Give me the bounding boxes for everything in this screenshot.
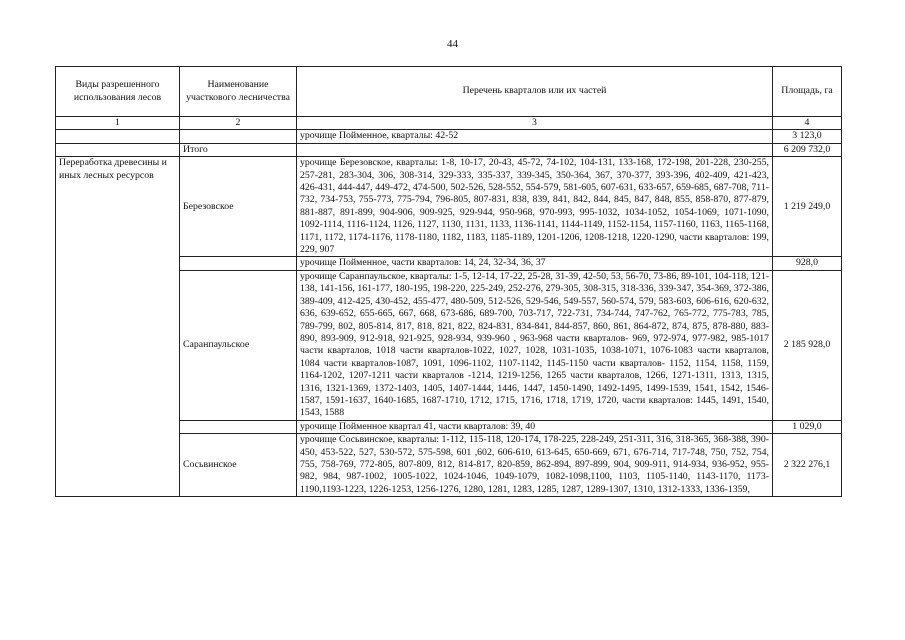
quarters-list: урочище Пойменное квартал 41, части кварталов: 39, 40 [297,420,773,433]
use-type-cell: Переработка древесины и иных лесных ресурсов [56,157,180,497]
empty-cell [180,420,297,433]
quarters-list: урочище Саранпаульское, кварталы: 1-5, 12-14, 17-22, 25-28, 31-39, 42-50, 53, 56-70, 73-86, 89-101, 104-118, 121-138, 141-156, 161-177, 180-195, 198-220, 225-249, 252-276, 279-305, 308-315, 318-336, 339-347, 354-369, 372-386, 389-409, 412-425, 430-452, 455-477, 480-509, 512-526, 529-546, 549-557, 560-574, 579, 583-603, 606-616, 620-632, 636, 639-652, 655-665, 667, 668, 673-686, 689-700, 703-717, 722-731, 734-744, 747-762, 765-772, 775-783, 785, 789-799, 802, 805-814, 817, 818, 821, 822, 824-831, 834-841, 844-857, 860, 861, 864-872, 874, 875, 878-880, 883-890, 893-909, 912-918, 921-925, 928-934, 939-960 , 963-968 части кварталов- 969, 972-974, 977-982, 985-1017 части кварталов, 1018 части кварталов-1022, 1027, 1028, 1031-1035, 1038-1071, 1076-1083 части кварталов, 1084 части кварталов-1087, 1091, 1096-1102, 1107-1142, 1145-1150 части кварталов- 1152, 1154, 1158, 1159, 1164-1202, 1207-1211 части кварталов -1214, 1219-1256, 1265 части кварталов, 1266, 1271-1311, 1313, 1315, 1316, 1321-1369, 1372-1403, 1405, 1407-1444, 1446, 1447, 1450-1490, 1492-1495, 1499-1539, 1541, 1542, 1546-1587, 1591-1637, 1640-1685, 1687-1710, 1712, 1715, 1716, 1718, 1719, 1720, части кварталов: 1445, 1491, 1540, 1543, 1588 [297,270,773,420]
quarters-list: урочище Березовское, кварталы: 1-8, 10-17, 20-43, 45-72, 74-102, 104-131, 133-168, 172-198, 201-228, 230-255, 257-281, 283-304, 306, 308-314, 329-333, 335-337, 339-345, 350-364, 367, 370-377, 393-396, 402-409, 421-423, 426-431, 444-447, 449-472, 474-500, 502-526, 528-552, 554-579, 581-605, 607-631, 633-657, 659-685, 687-708, 711-732, 734-753, 755-773, 775-794, 796-805, 807-831, 838, 839, 841, 842, 844, 845, 847, 848, 855, 858-870, 877-879, 881-887, 891-899, 904-906, 909-925, 929-944, 950-968, 970-993, 995-1032, 1034-1052, 1054-1069, 1071-1090, 1092-1114, 1116-1124, 1126, 1127, 1130, 1131, 1133, 1136-1141, 1144-1149, 1152-1154, 1157-1160, 1163, 1165-1168, 1171, 1172, 1174-1176, 1178-1180, 1182, 1183, 1185-1189, 1201-1206, 1208-1218, 1220-1290, части кварталов: 199, 229, 907 [297,157,773,257]
header-forestry-name: Наименование участкового лесничества [180,67,297,117]
area-value: 928,0 [773,257,842,270]
quarters-list: урочище Пойменное, части кварталов: 14, 24, 32-34, 36, 37 [297,257,773,270]
quarters-list: урочище Сосьвинское, кварталы: 1-112, 115-118, 120-174, 178-225, 228-249, 251-311, 316, 318-365, 368-388, 390-450, 453-522, 527, 530-572, 575-598, 601 ,602, 606-610, 613-645, 650-669, 671, 676-714, 717-748, 750, 752, 754, 755, 758-769, 772-805, 807-809, 812, 814-817, 820-859, 862-894, 897-899, 904, 909-911, 914-934, 936-952, 955-982, 984, 987-1002, 1005-1022, 1024-1046, 1049-1079, 1082-1098,1100, 1103, 1105-1140, 1143-1170, 1173-1190,1193-1223, 1226-1253, 1256-1276, 1280, 1281, 1283, 1285, 1287, 1289-1307, 1310, 1312-1333, 1336-1359, [297,434,773,497]
empty-cell [180,257,297,270]
area-value: 3 123,0 [773,130,842,143]
area-value: 2 185 928,0 [773,270,842,420]
forestry-name: Саранпаульское [180,270,297,420]
area-value: 1 219 249,0 [773,157,842,257]
total-row [56,143,842,156]
column-number: 1 [56,117,180,130]
header-area: Площадь, га [773,67,842,117]
column-number-row [56,117,842,130]
forestry-name: Березовское [180,157,297,257]
empty-cell [56,130,180,143]
table-row [56,157,842,257]
page-number: 44 [447,38,458,50]
header-quarters-list: Перечень кварталов или их частей [297,67,773,117]
table-row [56,130,842,143]
header-use-type: Виды разрешенного использования лесов [56,67,180,117]
empty-cell [180,130,297,143]
total-area: 6 209 732,0 [773,143,842,156]
column-number: 4 [773,117,842,130]
area-value: 2 322 276,1 [773,434,842,497]
column-number: 3 [297,117,773,130]
forestry-name: Сосьвинское [180,434,297,497]
table-header-row [56,67,842,117]
column-number: 2 [180,117,297,130]
empty-cell [297,143,773,156]
quarters-list: урочище Пойменное, кварталы: 42-52 [297,130,773,143]
forest-use-table [55,66,842,497]
empty-cell [56,143,180,156]
total-label: Итого [180,143,297,156]
area-value: 1 029,0 [773,420,842,433]
